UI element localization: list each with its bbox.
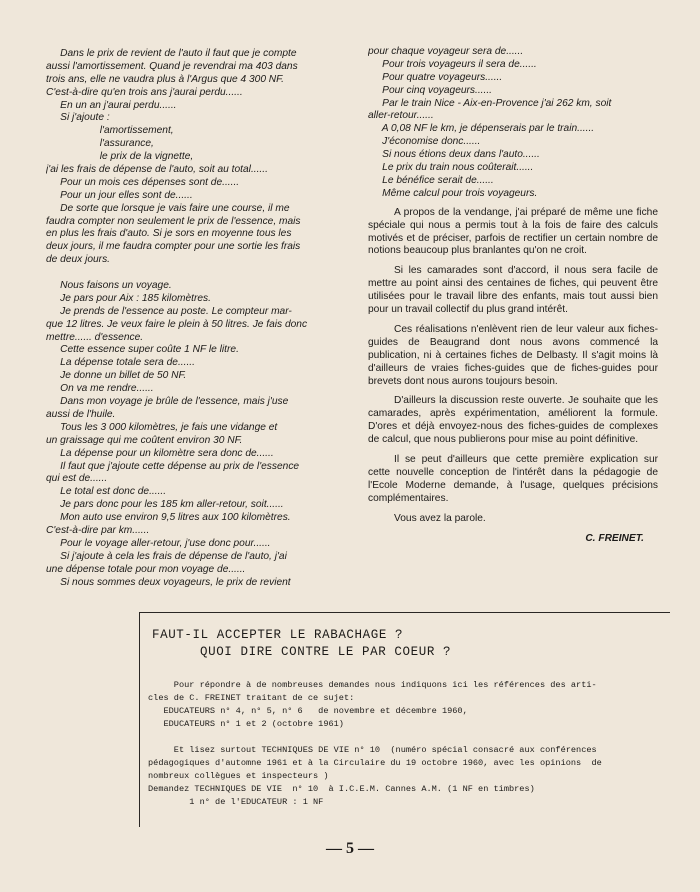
- text-line: Le bénéfice serait de......: [368, 174, 494, 186]
- notice-box: [139, 612, 670, 827]
- text-line: Je prends de l'essence au poste. Le compteur mar-: [46, 305, 292, 317]
- notice-title: [152, 627, 451, 661]
- text-line: Mon auto use environ 9,5 litres aux 100 kilomètres.: [46, 512, 291, 524]
- notice-line: EDUCATEURS n° 1 et 2 (octobre 1961): [148, 719, 344, 729]
- text-line: [46, 267, 342, 280]
- text-line: Je pars donc pour les 185 km aller-retour, soit......: [46, 499, 284, 511]
- right-column: [368, 46, 658, 546]
- notice-title-line-1: FAUT-IL ACCEPTER LE RABACHAGE ?: [152, 628, 404, 642]
- text-line: Le total est donc de......: [46, 486, 167, 498]
- text-line: Je donne un billet de 50 NF.: [46, 370, 187, 382]
- text-line: Pour quatre voyageurs......: [368, 71, 503, 83]
- text-line: En un an j'aurai perdu......: [46, 99, 177, 111]
- text-line: Même calcul pour trois voyageurs.: [368, 187, 538, 199]
- text-line: faudra compter non seulement le prix de l'essence, mais: [46, 215, 301, 227]
- notice-line: Pour répondre à de nombreuses demandes nous indiquons ici les références des arti-: [148, 680, 597, 690]
- text-line: aussi l'amortissement. Quand je revendrai ma 403 dans: [46, 60, 298, 72]
- text-line: Le prix du train nous coûterait......: [368, 162, 534, 174]
- page-number: — 5 —: [326, 840, 374, 857]
- text-line: Pour trois voyageurs il sera de......: [368, 58, 537, 70]
- paragraph: Il se peut d'ailleurs que cette première explication sur cette nouvelle conception de l'intérêt dans la pédagogie de l'Ecole Moderne demande, à l'usage, quelques précisions complémentaires.: [368, 454, 658, 504]
- text-line: une dépense totale pour mon voyage de......: [46, 563, 246, 575]
- text-line: mettre...... d'essence.: [46, 331, 144, 343]
- paragraph: D'ailleurs la discussion reste ouverte. Je souhaite que les camarades, après expérimentation, améliorent la formule. D'ores et déjà envoyez-nous des fiches-guides de complexes de calcul, que nous publierons pour mise au point définitive.: [368, 395, 658, 446]
- text-line: La dépense totale sera de......: [46, 357, 195, 369]
- text-line: Si nous étions deux dans l'auto......: [368, 149, 540, 161]
- notice-title-line-2: QUOI DIRE CONTRE LE PAR COEUR ?: [200, 645, 452, 659]
- notice-body: [148, 679, 663, 809]
- text-line: l'amortissement,: [46, 125, 174, 137]
- paragraph: Vous avez la parole.: [394, 512, 486, 524]
- text-line: qui est de......: [46, 473, 108, 485]
- paragraph: Si les camarades sont d'accord, il nous sera facile de mettre au point ainsi des centaines de fiches, qui peuvent être utilisées pour le travail libre des enfants, mais tout aussi bien pour un travail collectif du plus grand intérêt.: [368, 265, 658, 316]
- notice-line: [148, 731, 663, 744]
- text-line: deux jours, il me faudra compter pour une sortie les frais: [46, 241, 301, 253]
- paragraph: A propos de la vendange, j'ai préparé de même une fiche spéciale qui nous a permis tout à la fois de faire des calculs motivés et de préciser, parfois de rectifier un certain nombre de notions beaucoup plus branlantes qu'on ne croit.: [368, 206, 658, 257]
- text-line: Je pars pour Aix : 185 kilomètres.: [46, 292, 211, 304]
- text-line: Cette essence super coûte 1 NF le litre.: [46, 344, 239, 356]
- right-paragraphs: [368, 207, 658, 526]
- notice-line: cles de C. FREINET traitant de ce sujet:: [148, 693, 355, 703]
- text-line: que 12 litres. Je veux faire le plein à 50 litres. Je fais donc: [46, 318, 308, 330]
- text-line: le prix de la vignette,: [46, 151, 194, 163]
- left-column: [46, 48, 342, 589]
- text-line: De sorte que lorsque je vais faire une course, il me: [46, 202, 290, 214]
- text-line: aussi de l'huile.: [46, 408, 116, 420]
- notice-line: Et lisez surtout TECHNIQUES DE VIE n° 10 (numéro spécial consacré aux conférences: [148, 745, 597, 755]
- text-line: Par le train Nice - Aix-en-Provence j'ai 262 km, soit: [368, 97, 612, 109]
- text-line: Pour un jour elles sont de......: [46, 189, 193, 201]
- text-line: Pour le voyage aller-retour, j'use donc pour......: [46, 537, 271, 549]
- text-line: Si j'ajoute :: [46, 112, 110, 124]
- notice-line: EDUCATEURS n° 4, n° 5, n° 6 de novembre et décembre 1960,: [148, 706, 468, 716]
- text-line: Si nous sommes deux voyageurs, le prix de revient: [46, 576, 291, 588]
- text-line: J'économise donc......: [368, 136, 481, 148]
- text-line: l'assurance,: [46, 138, 154, 150]
- notice-line: nombreux collègues et inspecteurs ): [148, 771, 329, 781]
- right-italic-block: [368, 46, 658, 201]
- notice-line: Demandez TECHNIQUES DE VIE n° 10 à I.C.E.M. Cannes A.M. (1 NF en timbres): [148, 784, 535, 794]
- paragraph: Ces réalisations n'enlèvent rien de leur valeur aux fiches-guides de Beaugrand dont nous avons commencé la publication, ni à certaines fiches de Delbasty. Il s'agit moins là d'ailleurs de vraies fiches-guides que de fiches-guides pour brevets dont nous aurons toujours besoin.: [368, 323, 658, 387]
- text-line: C'est-à-dire par km......: [46, 524, 150, 536]
- text-line: Nous faisons un voyage.: [46, 280, 172, 292]
- text-line: On va me rendre......: [46, 383, 154, 395]
- text-line: aller-retour......: [368, 110, 434, 122]
- text-line: Si j'ajoute à cela les frais de dépense de l'auto, j'ai: [46, 550, 287, 562]
- notice-line: 1 n° de l'EDUCATEUR : 1 NF: [148, 797, 324, 807]
- text-line: de deux jours.: [46, 254, 110, 266]
- text-line: Tous les 3 000 kilomètres, je fais une vidange et: [46, 421, 278, 433]
- text-line: La dépense pour un kilomètre sera donc de......: [46, 447, 274, 459]
- text-line: Dans mon voyage je brûle de l'essence, mais j'use: [46, 396, 289, 408]
- text-line: C'est-à-dire qu'en trois ans j'aurai perdu......: [46, 86, 243, 98]
- text-line: trois ans, elle ne vaudra plus à l'Argus que 4 300 NF.: [46, 73, 284, 85]
- text-line: Il faut que j'ajoute cette dépense au prix de l'essence: [46, 460, 300, 472]
- text-line: Pour cinq voyageurs......: [368, 84, 493, 96]
- text-line: j'ai les frais de dépense de l'auto, soit au total......: [46, 164, 268, 176]
- text-line: A 0,08 NF le km, je dépenserais par le train......: [368, 123, 595, 135]
- author-signature: C. FREINET.: [585, 532, 644, 544]
- text-line: Dans le prix de revient de l'auto il faut que je compte: [46, 48, 297, 59]
- text-line: en plus les frais d'auto. Si je sors en moyenne tous les: [46, 228, 292, 240]
- text-line: Pour un mois ces dépenses sont de......: [46, 176, 240, 188]
- text-line: pour chaque voyageur sera de......: [368, 46, 524, 57]
- notice-line: pédagogiques d'automne 1961 et à la Circulaire du 19 octobre 1960, avec les opinions de: [148, 758, 602, 768]
- text-line: un graissage qui me coûtent environ 30 NF.: [46, 434, 243, 446]
